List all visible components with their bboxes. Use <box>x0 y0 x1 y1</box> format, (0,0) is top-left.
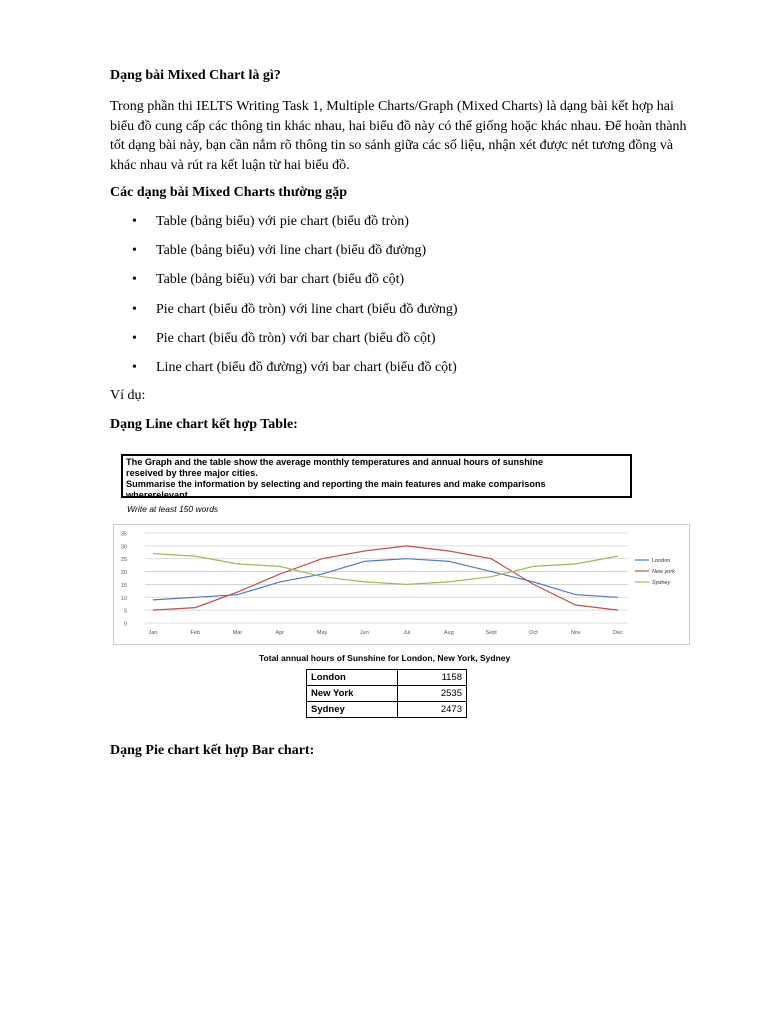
x-tick-label: Feb <box>190 630 201 636</box>
table-row <box>307 686 467 702</box>
line-chart-svg <box>113 524 691 646</box>
heading-what-is-mixed-chart: Dạng bài Mixed Chart là gì? <box>110 68 281 83</box>
list-item: • Table (bảng biểu) với line chart (biểu đồ đường) <box>110 241 670 270</box>
y-tick-label: 20 <box>120 570 127 577</box>
task-figure <box>113 450 691 726</box>
x-tick-label: May <box>316 630 328 636</box>
bullet-icon: • <box>132 359 137 375</box>
x-tick-label: Oct <box>529 630 538 636</box>
hours-cell: 2535 <box>398 686 467 702</box>
x-tick-label: Sept <box>485 630 497 636</box>
y-tick-label: 25 <box>120 557 127 564</box>
sunshine-table <box>306 669 467 718</box>
x-tick-label: Jan <box>148 630 158 636</box>
list-item: • Pie chart (biểu đồ tròn) với line chart (biểu đồ đường) <box>110 300 670 329</box>
table-title: Total annual hours of Sunshine for London, New York, Sydney <box>259 653 511 663</box>
task-prompt-box: The Graph and the table show the average monthly temperatures and annual hours of sunshine reseived by three major cities. Summarise the information by selecting and reporting the main features and make comparisons whererelevant <box>121 454 632 498</box>
heading-common-types: Các dạng bài Mixed Charts thường gặp <box>110 185 348 200</box>
hours-cell: 2473 <box>398 702 467 718</box>
x-tick-label: Dec <box>613 630 623 636</box>
heading-line-table: Dạng Line chart kết hợp Table: <box>110 417 298 432</box>
legend-label: London <box>652 558 671 564</box>
heading-pie-bar: Dạng Pie chart kết hợp Bar chart: <box>110 743 315 758</box>
bullet-icon: • <box>132 301 137 317</box>
legend-label: New york <box>652 569 675 575</box>
y-tick-label: 35 <box>120 531 127 538</box>
city-cell: London <box>307 670 398 686</box>
list-item: • Pie chart (biểu đồ tròn) với bar chart (biểu đồ cột) <box>110 329 670 358</box>
list-item: • Table (bảng biểu) với bar chart (biểu đồ cột) <box>110 270 670 299</box>
x-tick-label: Jul <box>403 630 411 636</box>
y-tick-label: 30 <box>120 544 127 551</box>
x-tick-label: Jun <box>359 630 369 636</box>
bullet-icon: • <box>132 214 137 229</box>
bullet-icon: • <box>132 330 137 346</box>
legend-label: Sydney <box>652 580 671 586</box>
y-tick-label: 10 <box>120 595 127 602</box>
x-tick-label: Apr <box>275 630 285 636</box>
table-row <box>307 702 467 718</box>
bullet-icon: • <box>132 272 137 288</box>
hours-cell: 1158 <box>398 670 467 686</box>
intro-paragraph: Trong phần thi IELTS Writing Task 1, Multiple Charts/Graph (Mixed Charts) là dạng bài kết hợp hai biểu đồ cung cấp các thông tin khác nhau, hai biểu đồ này có thể giống hoặc khác nhau. Để hoàn thành tốt dạng bài này, bạn cần nắm rõ thông tin so sánh giữa các số liệu, nhận xét được nét tương đồng và khác nhau và rút ra kết luận từ hai biểu đồ. <box>110 99 687 173</box>
y-tick-label: 5 <box>123 608 127 615</box>
temperature-line-chart <box>113 524 691 646</box>
y-tick-label: 0 <box>123 621 127 628</box>
types-list <box>110 212 670 387</box>
x-tick-label: Mar <box>232 630 243 636</box>
bullet-icon: • <box>132 243 137 259</box>
x-tick-label: Aug <box>444 630 454 636</box>
list-item: • Table (bảng biểu) với pie chart (biểu đồ tròn) <box>110 212 670 241</box>
city-cell: Sydney <box>307 702 398 718</box>
table-row <box>307 670 467 686</box>
list-item: • Line chart (biểu đồ đường) với bar chart (biểu đồ cột) <box>110 358 670 387</box>
city-cell: New York <box>307 686 398 702</box>
x-tick-label: Nov <box>570 630 581 636</box>
y-tick-label: 15 <box>120 582 127 589</box>
example-label: Ví dụ: <box>110 388 146 403</box>
word-count-note: Write at least 150 words <box>127 504 219 514</box>
